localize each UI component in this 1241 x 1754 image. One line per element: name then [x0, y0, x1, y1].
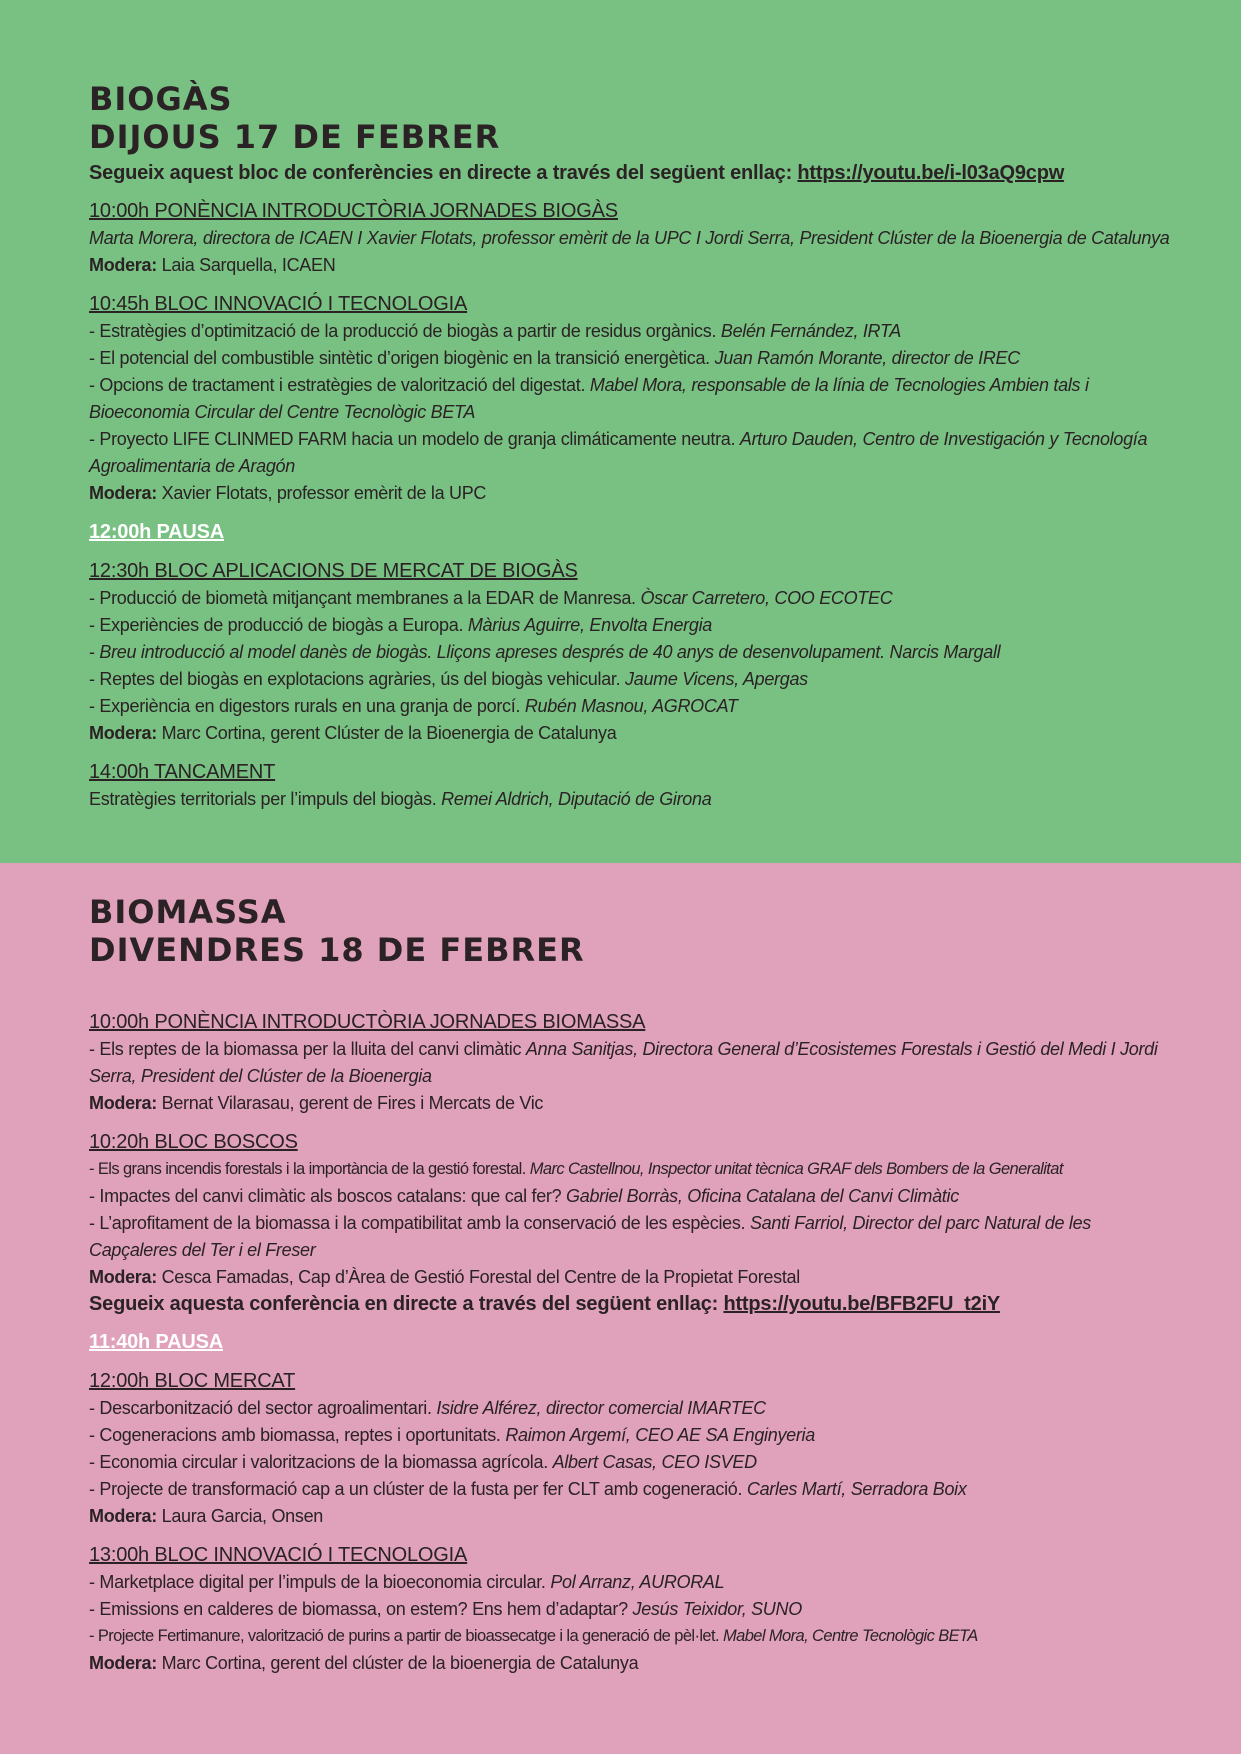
biogas-stream-line [89, 160, 1181, 186]
talk-title: - Proyecto LIFE CLINMED FARM hacia un modelo de granja climáticamente neutra. [89, 429, 740, 449]
talk-title: Estratègies territorials per l’impuls del biogàs. [89, 789, 442, 809]
talk-item [89, 666, 1181, 693]
moderator-label: Modera: [89, 1267, 157, 1287]
stream-link[interactable]: https://youtu.be/BFB2FU_t2iY [723, 1293, 1001, 1315]
moderator-label: Modera: [89, 1506, 157, 1526]
talk-speaker: Juan Ramón Morante, director de IREC [714, 348, 1020, 368]
block-title: 13:00h BLOC INNOVACIÓ I TECNOLOGIA [89, 1544, 468, 1566]
block-title: 10:20h BLOC BOSCOS [89, 1131, 298, 1153]
biogas-stream-text: Segueix aquest bloc de conferències en directe a través del següent enllaç: [89, 162, 798, 184]
talk-item [89, 1395, 1181, 1422]
moderator-name: Laura Garcia, Onsen [156, 1506, 323, 1526]
talk-title: - Els reptes de la biomassa per la lluita del canvi climàtic [89, 1039, 526, 1059]
talk-title: - Descarbonització del sector agroalimentari. [89, 1398, 437, 1418]
talk-item [89, 225, 1181, 252]
talk-title: - [89, 642, 100, 662]
talk-speaker: Anna Sanitjas, Directora General d’Ecosistemes Forestals i Gestió del Medi I Jordi Serra, President del Clúster de la Bioenergia [89, 1039, 1158, 1086]
talk-title: - Opcions de tractament i estratègies de valorització del digestat. [89, 375, 590, 395]
pause-title: 11:40h PAUSA [89, 1331, 223, 1353]
program-block [89, 1129, 1181, 1317]
talk-title: - Producció de biometà mitjançant membranes a la EDAR de Manresa. [89, 588, 641, 608]
talk-speaker: Mabel Mora, responsable de la línia de Tecnologies Ambien tals i Bioeconomia Circular del Centre Tecnològic BETA [89, 375, 1089, 422]
program-block [89, 1542, 1181, 1677]
talk-title: - L’aprofitament de la biomassa i la compatibilitat amb la conservació de les espècies. [89, 1213, 750, 1233]
stream-line [89, 1291, 1181, 1317]
talk-title: - Experiència en digestors rurals en una granja de porcí. [89, 696, 525, 716]
talk-speaker: Màrius Aguirre, Envolta Energia [467, 615, 712, 635]
talk-item [89, 1476, 1181, 1503]
biogas-title [89, 80, 1181, 156]
block-title: 10:00h PONÈNCIA INTRODUCTÒRIA JORNADES BIOMASSA [89, 1011, 646, 1033]
talk-title: - Marketplace digital per l’impuls de la bioeconomia circular. [89, 1572, 551, 1592]
moderator-label: Modera: [89, 255, 157, 275]
talk-speaker: Albert Casas, CEO ISVED [552, 1452, 757, 1472]
talk-item [89, 693, 1181, 720]
talk-item [89, 585, 1181, 612]
talk-title: - Projecte de transformació cap a un clúster de la fusta per fer CLT amb cogeneració. [89, 1479, 747, 1499]
moderator-line [89, 1650, 1181, 1677]
moderator-label: Modera: [89, 1653, 157, 1673]
talk-speaker: Òscar Carretero, COO ECOTEC [640, 588, 893, 608]
biomassa-title-line1: BIOMASSA [89, 893, 287, 931]
biogas-title-line2: DIJOUS 17 DE FEBRER [89, 118, 501, 156]
program-block [89, 519, 1181, 546]
talk-title: - El potencial del combustible sintètic d’origen biogènic en la transició energètica. [89, 348, 715, 368]
moderator-line [89, 480, 1181, 507]
talk-item [89, 612, 1181, 639]
moderator-line [89, 720, 1181, 747]
program-block [89, 198, 1181, 279]
talk-item [89, 1422, 1181, 1449]
talk-title: - Estratègies d’optimització de la producció de biogàs a partir de residus orgànics. [89, 321, 721, 341]
block-title: 12:30h BLOC APLICACIONS DE MERCAT DE BIOGÀS [89, 560, 578, 582]
program-block [89, 1329, 1181, 1356]
program-block [89, 759, 1181, 813]
moderator-name: Marc Cortina, gerent Clúster de la Bioenergia de Catalunya [156, 723, 617, 743]
talk-item [89, 1156, 1181, 1183]
talk-title: - Cogeneracions amb biomassa, reptes i oportunitats. [89, 1425, 506, 1445]
talk-speaker: Jaume Vicens, Apergas [625, 669, 808, 689]
biomassa-title-line2: DIVENDRES 18 DE FEBRER [89, 931, 585, 969]
talk-speaker: Gabriel Borràs, Oficina Catalana del Canvi Climàtic [566, 1186, 959, 1206]
talk-speaker: Remei Aldrich, Diputació de Girona [441, 789, 712, 809]
moderator-name: Laia Sarquella, ICAEN [156, 255, 336, 275]
talk-speaker: Carles Martí, Serradora Boix [746, 1479, 967, 1499]
moderator-line [89, 252, 1181, 279]
biomassa-title [89, 893, 1181, 969]
talk-item [89, 1596, 1181, 1623]
biogas-section [0, 0, 1241, 863]
program-block [89, 558, 1181, 747]
talk-speaker: Mabel Mora, Centre Tecnològic BETA [722, 1627, 978, 1645]
program-block [89, 1368, 1181, 1530]
stream-text: Segueix aquesta conferència en directe a través del següent enllaç: [89, 1293, 724, 1315]
program-block [89, 1009, 1181, 1117]
talk-speaker: Arturo Dauden, Centro de Investigación y Tecnología Agroalimentaria de Aragón [89, 429, 1148, 476]
talk-title: - Experiències de producció de biogàs a Europa. [89, 615, 468, 635]
biogas-program [89, 198, 1181, 813]
moderator-name: Xavier Flotats, professor emèrit de la UPC [156, 483, 487, 503]
moderator-line [89, 1503, 1181, 1530]
talk-item [89, 372, 1181, 426]
talk-item [89, 1036, 1181, 1090]
talk-item [89, 786, 1181, 813]
block-title: 10:00h PONÈNCIA INTRODUCTÒRIA JORNADES BIOGÀS [89, 200, 618, 222]
talk-speaker: Raimon Argemí, CEO AE SA Enginyeria [505, 1425, 815, 1445]
talk-speaker: Rubén Masnou, AGROCAT [524, 696, 738, 716]
talk-speaker: Isidre Alférez, director comercial IMARTEC [436, 1398, 766, 1418]
moderator-line [89, 1090, 1181, 1117]
talk-title: - Impactes del canvi climàtic als boscos catalans: que cal fer? [89, 1186, 567, 1206]
talk-title: - Els grans incendis forestals i la importància de la gestió forestal. [89, 1160, 530, 1178]
talk-item [89, 639, 1181, 666]
biogas-stream-link[interactable]: https://youtu.be/i-l03aQ9cpw [797, 162, 1065, 184]
biogas-title-line1: BIOGÀS [89, 80, 233, 118]
moderator-name: Marc Cortina, gerent del clúster de la bioenergia de Catalunya [156, 1653, 639, 1673]
talk-title: - Emissions en calderes de biomassa, on estem? Ens hem d’adaptar? [89, 1599, 633, 1619]
block-title: 10:45h BLOC INNOVACIÓ I TECNOLOGIA [89, 293, 468, 315]
biomassa-section [0, 863, 1241, 1754]
biomassa-program [89, 1009, 1181, 1677]
talk-speaker: Breu introducció al model danès de biogàs. Lliçons apreses després de 40 anys de desenvolupament. Narcis Margall [99, 642, 1001, 662]
talk-item [89, 426, 1181, 480]
moderator-name: Cesca Famadas, Cap d’Àrea de Gestió Forestal del Centre de la Propietat Forestal [156, 1267, 800, 1287]
talk-title: - Projecte Fertimanure, valorització de purins a partir de bioassecatge i la generació de pèl·let. [89, 1627, 723, 1645]
moderator-name: Bernat Vilarasau, gerent de Fires i Mercats de Vic [156, 1093, 544, 1113]
talk-speaker: Pol Arranz, AURORAL [550, 1572, 725, 1592]
talk-item [89, 1623, 1181, 1650]
moderator-label: Modera: [89, 483, 157, 503]
pause-title: 12:00h PAUSA [89, 521, 225, 543]
talk-item [89, 345, 1181, 372]
talk-speaker: Jesús Teixidor, SUNO [632, 1599, 802, 1619]
moderator-label: Modera: [89, 723, 157, 743]
talk-speaker: Marta Morera, directora de ICAEN I Xavier Flotats, professor emèrit de la UPC I Jordi Serra, President Clúster de la Bioenergia de Catalunya [89, 228, 1170, 248]
talk-title: - Reptes del biogàs en explotacions agràries, ús del biogàs vehicular. [89, 669, 626, 689]
talk-item [89, 1183, 1181, 1210]
talk-speaker: Belén Fernández, IRTA [720, 321, 901, 341]
talk-item [89, 1569, 1181, 1596]
talk-speaker: Santi Farriol, Director del parc Natural de les Capçaleres del Ter i el Freser [89, 1213, 1091, 1260]
moderator-label: Modera: [89, 1093, 157, 1113]
talk-item [89, 318, 1181, 345]
program-block [89, 291, 1181, 507]
block-title: 14:00h TANCAMENT [89, 761, 276, 783]
moderator-line [89, 1264, 1181, 1291]
talk-speaker: Marc Castellnou, Inspector unitat tècnica GRAF dels Bombers de la Generalitat [529, 1160, 1063, 1178]
block-title: 12:00h BLOC MERCAT [89, 1370, 296, 1392]
talk-title: - Economia circular i valoritzacions de la biomassa agrícola. [89, 1452, 553, 1472]
talk-item [89, 1449, 1181, 1476]
talk-item [89, 1210, 1181, 1264]
